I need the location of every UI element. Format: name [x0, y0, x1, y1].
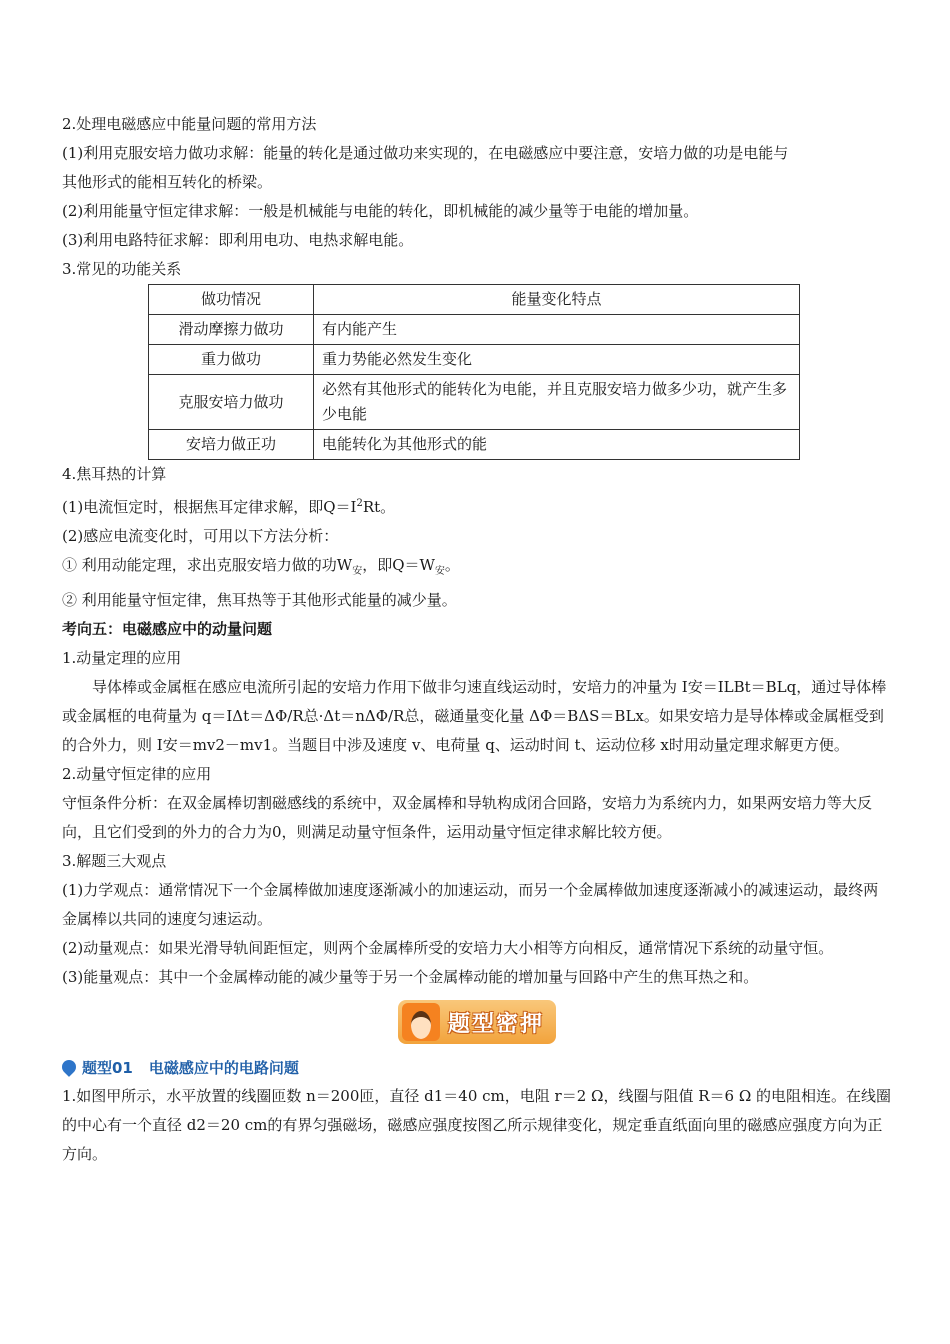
s4-item-4: ② 利用能量守恒定律，焦耳热等于其他形式能量的减少量。: [62, 591, 457, 609]
bullet-drop-icon: [59, 1057, 79, 1077]
teacher-avatar-icon: [402, 1003, 440, 1041]
s4-item-3-post: 。: [444, 556, 460, 574]
s4-item-1-pre: (1)电流恒定时，根据焦耳定律求解，即Q＝I: [62, 498, 357, 516]
k5-para-1: 导体棒或金属框在感应电流所引起的安培力作用下做非匀速直线运动时，安培力的冲量为 I安＝ILBt＝BLq，通过导体棒或金属框的电荷量为 q＝IΔt＝ΔΦ/R总·Δt＝nΔΦ/R总，磁通量变化量 ΔΦ＝BΔS＝BLx。如果安培力是导体棒或金属框受到的合外力，则 I安＝mv2－mv1。当题目中涉及速度 v、电荷量 q、运动时间 t、运动位移 x时用动量定理求解更方便。: [62, 678, 887, 754]
section-2-heading: 2.处理电磁感应中能量问题的常用方法: [62, 115, 317, 133]
s2-method-2: (2)利用能量守恒定律求解：一般是机械能与电能的转化，即机械能的减少量等于电能的增加量。: [62, 202, 699, 220]
s4-item-1: [62, 489, 892, 522]
table-cell-effect: 有内能产生: [314, 315, 800, 345]
section-4-heading: 4.焦耳热的计算: [62, 465, 167, 483]
section-badge: [62, 1000, 892, 1046]
k5-para-2: 守恒条件分析：在双金属棒切割磁感线的系统中，双金属棒和导轨构成闭合回路，安培力为系统内力，如果两安培力等大反向，且它们受到的外力的合力为0，则满足动量守恒条件，运用动量守恒定律求解比较方便。: [62, 794, 873, 841]
k5-sub-3-heading: 3.解题三大观点: [62, 852, 167, 870]
k5-view-3: (3)能量观点：其中一个金属棒动能的减少量等于另一个金属棒动能的增加量与回路中产生的焦耳热之和。: [62, 968, 759, 986]
k5-heading: 考向五：电磁感应中的动量问题: [62, 620, 273, 638]
table-cell-case: 克服安培力做功: [149, 375, 314, 430]
question-type-heading: [62, 1052, 892, 1082]
s2-method-1-line-2: 其他形式的能相互转化的桥梁。: [62, 173, 273, 191]
question-type-title: 电磁感应中的电路问题: [148, 1058, 299, 1077]
table-row: [149, 375, 800, 430]
table-row: [149, 345, 800, 375]
section-3-heading: 3.常见的功能关系: [62, 260, 182, 278]
table-cell-case: 安培力做正功: [149, 430, 314, 460]
table-header-case: 做功情况: [149, 285, 314, 315]
table-cell-effect: 必然有其他形式的能转化为电能，并且克服安培力做多少功，就产生多少电能: [314, 375, 800, 430]
question-1-text: 1.如图甲所示，水平放置的线圈匝数 n＝200匝，直径 d1＝40 cm，电阻 r＝2 Ω，线圈与阻值 R＝6 Ω 的电阻相连。在线圈的中心有一个直径 d2＝20 cm的有界匀强磁场，磁感应强度按图乙所示规律变化，规定垂直纸面向里的磁感应强度方向为正方向。: [62, 1087, 892, 1163]
s4-item-3-pre: ① 利用动能定理，求出克服安培力做的功W: [62, 556, 353, 574]
k5-sub-2-heading: 2.动量守恒定律的应用: [62, 765, 212, 783]
s4-item-1-sup: 2: [356, 498, 363, 509]
document-page: [62, 110, 892, 1169]
table-cell-case: 滑动摩擦力做功: [149, 315, 314, 345]
table-header-effect: 能量变化特点: [314, 285, 800, 315]
s2-method-3: (3)利用电路特征求解：即利用电功、电热求解电能。: [62, 231, 414, 249]
s4-item-3: [62, 551, 892, 586]
k5-view-2: (2)动量观点：如果光滑导轨间距恒定，则两个金属棒所受的安培力大小相等方向相反，通常情况下系统的动量守恒。: [62, 939, 834, 957]
k5-view-1: (1)力学观点：通常情况下一个金属棒做加速度逐渐减小的加速运动，而另一个金属棒做加速度逐渐减小的减速运动，最终两金属棒以共同的速度匀速运动。: [62, 881, 879, 928]
table-cell-case: 重力做功: [149, 345, 314, 375]
s2-method-1-line-1: (1)利用克服安培力做功求解：能量的转化是通过做功来实现的，在电磁感应中要注意，安培力做的功是电能与: [62, 144, 789, 162]
s4-item-1-post: Rt。: [362, 498, 396, 516]
s4-item-3-sub-1: 安: [352, 566, 363, 577]
table-cell-effect: 电能转化为其他形式的能: [314, 430, 800, 460]
s4-item-3-sub-2: 安: [434, 566, 445, 577]
table-row: [149, 430, 800, 460]
k5-sub-1-heading: 1.动量定理的应用: [62, 649, 182, 667]
badge-label: 题型密押: [447, 1011, 544, 1037]
badge-banner: [398, 1000, 556, 1044]
table-cell-effect: 重力势能必然发生变化: [314, 345, 800, 375]
question-type-number: 题型01: [82, 1058, 133, 1077]
s4-item-3-mid: ，即Q＝W: [362, 556, 435, 574]
table-header-row: [149, 285, 800, 315]
s4-item-2: (2)感应电流变化时，可用以下方法分析：: [62, 527, 339, 545]
work-energy-table: [148, 284, 800, 460]
table-row: [149, 315, 800, 345]
